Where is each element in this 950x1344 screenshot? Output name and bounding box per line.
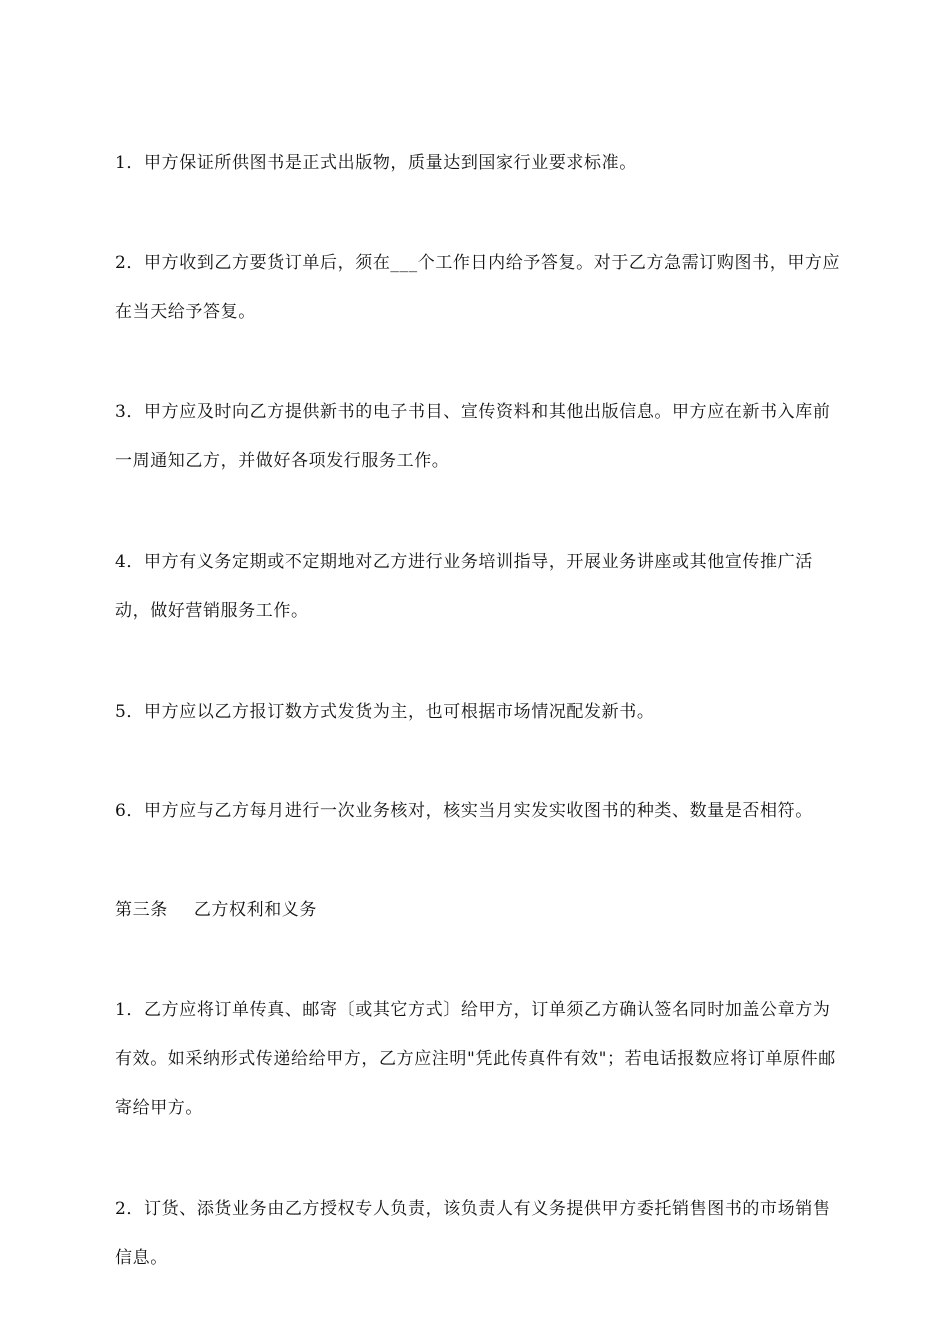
party-a-obligation-5: 5．甲方应以乙方报订数方式发货为主，也可根据市场情况配发新书。 [115,702,655,722]
party-b-obligation-1: 1．乙方应将订单传真、邮寄〔或其它方式〕给甲方，订单须乙方确认签名同时加盖公章方为有效。如采纳形式传递给给甲方，乙方应注明"凭此传真件有效"；若电话报数应将订单原件邮寄给甲方。 [115,1000,836,1118]
section-three-number: 第三条 [115,900,168,920]
party-a-obligation-2: 2．甲方收到乙方要货订单后，须在___个工作日内给予答复。对于乙方急需订购图书，甲方应在当天给予答复。 [115,253,841,322]
party-a-obligation-4: 4．甲方有义务定期或不定期地对乙方进行业务培训指导，开展业务讲座或其他宣传推广活动，做好营销服务工作。 [115,552,813,621]
party-b-obligation-2: 2．订货、添货业务由乙方授权专人负责，该负责人有义务提供甲方委托销售图书的市场销售信息。 [115,1199,831,1268]
section-three-heading [115,886,317,935]
party-a-obligation-3: 3．甲方应及时向乙方提供新书的电子书目、宣传资料和其他出版信息。甲方应在新书入库前一周通知乙方，并做好各项发行服务工作。 [115,402,831,471]
party-a-obligation-6: 6．甲方应与乙方每月进行一次业务核对，核实当月实发实收图书的种类、数量是否相符。 [115,801,813,821]
party-a-obligation-1: 1．甲方保证所供图书是正式出版物，质量达到国家行业要求标准。 [115,153,637,173]
section-three-title: 乙方权利和义务 [193,900,318,920]
